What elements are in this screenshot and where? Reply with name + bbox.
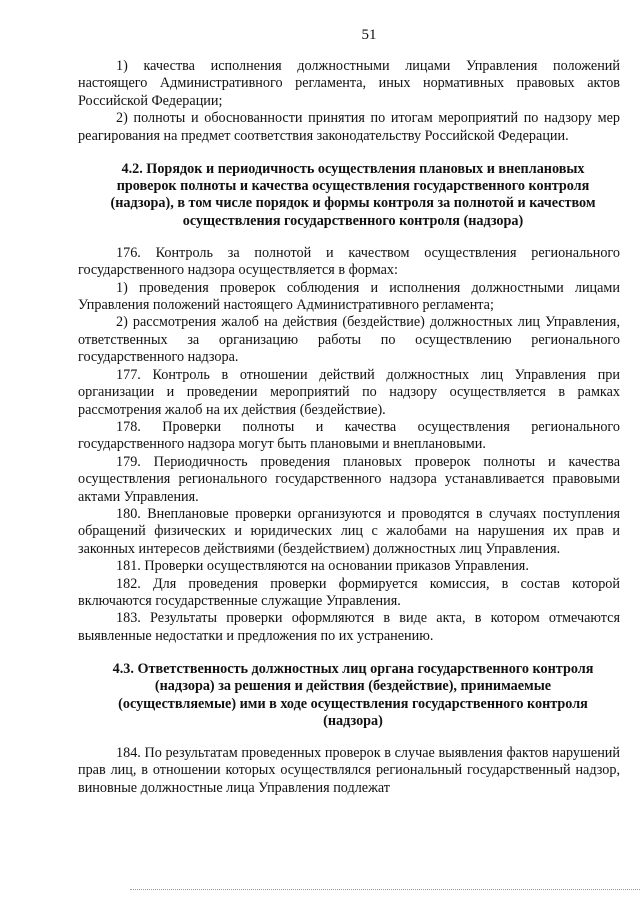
- paragraph-177: 177. Контроль в отношении действий должностных лиц Управления при организации и проведении мероприятий по надзору осуществляется в рамках рассмотрения жалоб на их действия (бездействие).: [78, 366, 620, 418]
- paragraph-184: 184. По результатам проведенных проверок в случае выявления фактов нарушений прав лиц, в отношении которых осуществлялся региональный государственный надзор, виновные должностные лица Управления подлежат: [78, 745, 620, 796]
- paragraph-176-item-1: 1) проведения проверок соблюдения и исполнения должностными лицами Управления положений настоящего Административного регламента;: [78, 279, 620, 314]
- paragraph-181: 181. Проверки осуществляются на основании приказов Управления.: [116, 558, 529, 575]
- paragraph-183: 183. Результаты проверки оформляются в виде акта, в котором отмечаются выявленные недостатки и предложения по их устранению.: [78, 610, 620, 644]
- paragraph-182: 182. Для проведения проверки формируется комиссия, в состав которой включаются государственные служащие Управления.: [78, 575, 620, 609]
- paragraph-179: 179. Периодичность проведения плановых проверок полноты и качества осуществления регионального государственного надзора устанавливается правовыми актами Управления.: [78, 453, 620, 505]
- intro-item-1: 1) качества исполнения должностными лицами Управления положений настоящего Административного регламента, иных нормативных правовых актов Российской Федерации;: [78, 58, 620, 109]
- section-heading-4-2: 4.2. Порядок и периодичность осуществления плановых и внеплановых проверок полноты и качества осуществления государственного контроля (надзора), в том числе порядок и формы контроля за полнотой и качеством осуществления государственного контроля (надзора): [110, 161, 596, 229]
- paragraph-178: 178. Проверки полноты и качества осуществления регионального государственного надзора могут быть плановыми и внеплановыми.: [78, 418, 620, 453]
- section-heading-4-3: 4.3. Ответственность должностных лиц органа государственного контроля (надзора) за решения и действия (бездействие), принимаемые (осуществляемые) ими в ходе осуществления государственного контроля (надзора): [112, 661, 594, 729]
- paragraph-180: 180. Внеплановые проверки организуются и проводятся в случаях поступления обращений физических и юридических лиц с жалобами на нарушения их прав и законных интересов действиями (бездействием) должностных лиц Управления.: [78, 505, 620, 557]
- intro-item-2: 2) полноты и обоснованности принятия по итогам мероприятий по надзору мер реагирования на предмет соответствия законодательству Российской Федерации.: [78, 110, 620, 144]
- page-number: 51: [361, 27, 377, 43]
- paragraph-176: 176. Контроль за полнотой и качеством осуществления регионального государственного надзора осуществляется в формах:: [78, 244, 620, 279]
- page-bottom-divider: [130, 889, 640, 890]
- paragraph-176-item-2: 2) рассмотрения жалоб на действия (бездействие) должностных лиц Управления, ответственных за организацию работы по осуществлению регионального государственного надзора.: [78, 314, 620, 366]
